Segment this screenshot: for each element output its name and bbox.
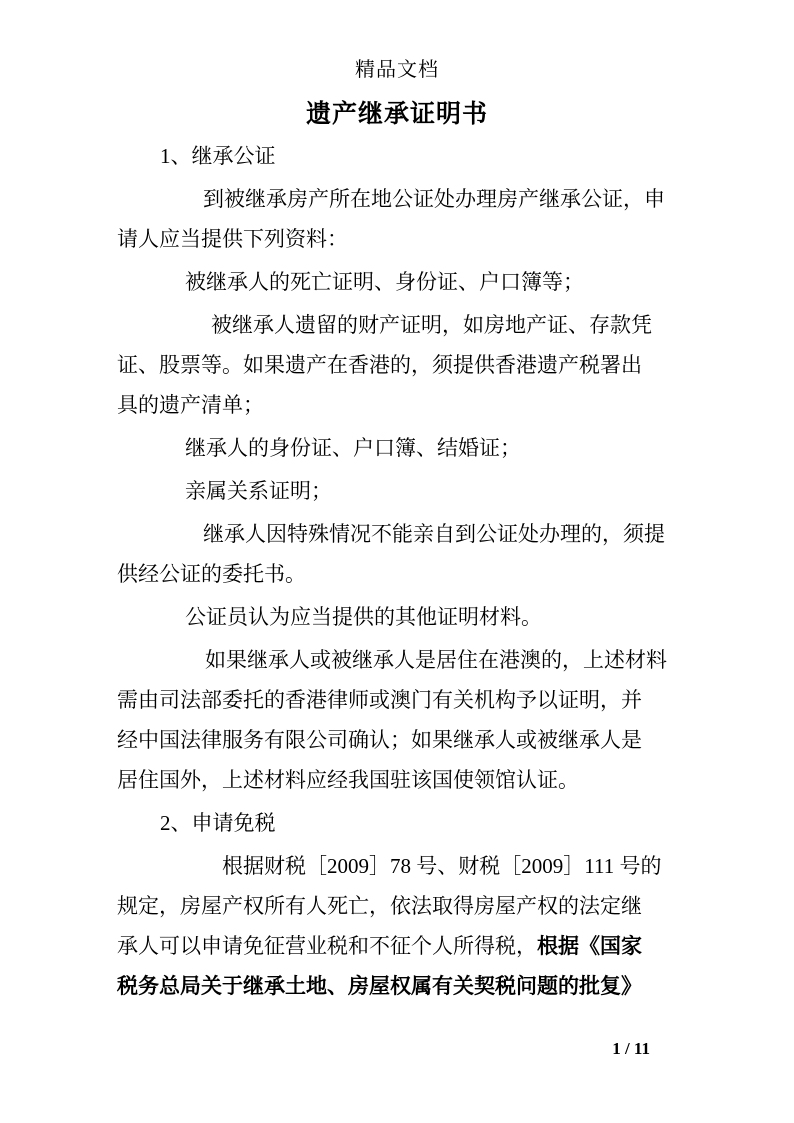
text-segment: 被继承人遗留的财产证明，如房地产证、存款凭 [211,313,652,337]
text-segment: 到被继承房产所在地公证处办理房产继承公证，申 [203,187,665,211]
paragraph [117,514,665,594]
text-segment: 具的遗产清单； [117,393,264,417]
text-line [117,720,657,760]
paragraph [117,597,657,637]
text-segment: 继承人因特殊情况不能亲自到公证处办理的，须提 [203,522,665,546]
text-segment-bold: 税务总局关于继承土地、房屋权属有关契税问题的批复》 [117,974,642,998]
text-line [117,136,657,176]
text-line [117,926,657,966]
text-line [117,179,665,219]
page-title: 遗产继承证明书 [305,101,488,128]
text-line [117,760,657,800]
paragraph [117,428,657,468]
text-segment: 供经公证的委托书。 [117,562,306,586]
text-segment: 承人可以申请免征营业税和不征个人所得税， [117,934,537,958]
text-segment: 2、申请免税 [160,811,276,835]
paragraph [117,471,657,511]
text-line [117,554,657,594]
page-number: 1 / 11 [612,1039,650,1058]
paragraph [117,262,657,302]
text-segment: 被继承人的死亡证明、身份证、户口簿等； [185,270,584,294]
text-segment-bold: 根据《国家 [537,934,642,958]
text-line [117,846,662,886]
text-segment: 亲属关系证明； [185,479,332,503]
paragraph [117,136,657,176]
text-segment: 如果继承人或被继承人是居住在港澳的，上述材料 [205,648,667,672]
text-line [117,428,657,468]
text-line [117,385,657,425]
text-segment: 居住国外，上述材料应经我国驻该国使领馆认证。 [117,768,579,792]
text-segment: 根据财税［2009］78 号、财税［2009］111 号的 [222,854,662,878]
text-segment: 继承人的身份证、户口簿、结婚证； [185,436,521,460]
paragraph [117,179,665,259]
paragraph [117,640,667,800]
text-segment: 证、股票等。如果遗产在香港的，须提供香港遗产税署出 [117,353,642,377]
text-line [117,640,667,680]
text-line [117,514,665,554]
text-line [117,597,657,637]
text-segment: 经中国法律服务有限公司确认；如果继承人或被继承人是 [117,728,642,752]
text-line [117,345,657,385]
text-segment: 公证员认为应当提供的其他证明材料。 [185,605,542,629]
paragraph [117,305,657,425]
document-header: 精品文档 [355,59,439,81]
text-line [117,803,657,843]
text-line [117,305,657,345]
text-line [117,262,657,302]
text-segment: 需由司法部委托的香港律师或澳门有关机构予以证明，并 [117,688,642,712]
paragraph [117,846,662,1006]
text-segment: 请人应当提供下列资料： [117,227,348,251]
text-line [117,966,657,1006]
text-segment: 规定，房屋产权所有人死亡，依法取得房屋产权的法定继 [117,894,642,918]
document-body [117,136,667,1006]
text-segment: 1、继承公证 [160,144,276,168]
text-line [117,219,657,259]
text-line [117,886,657,926]
text-line [117,471,657,511]
paragraph [117,803,657,843]
text-line [117,680,657,720]
